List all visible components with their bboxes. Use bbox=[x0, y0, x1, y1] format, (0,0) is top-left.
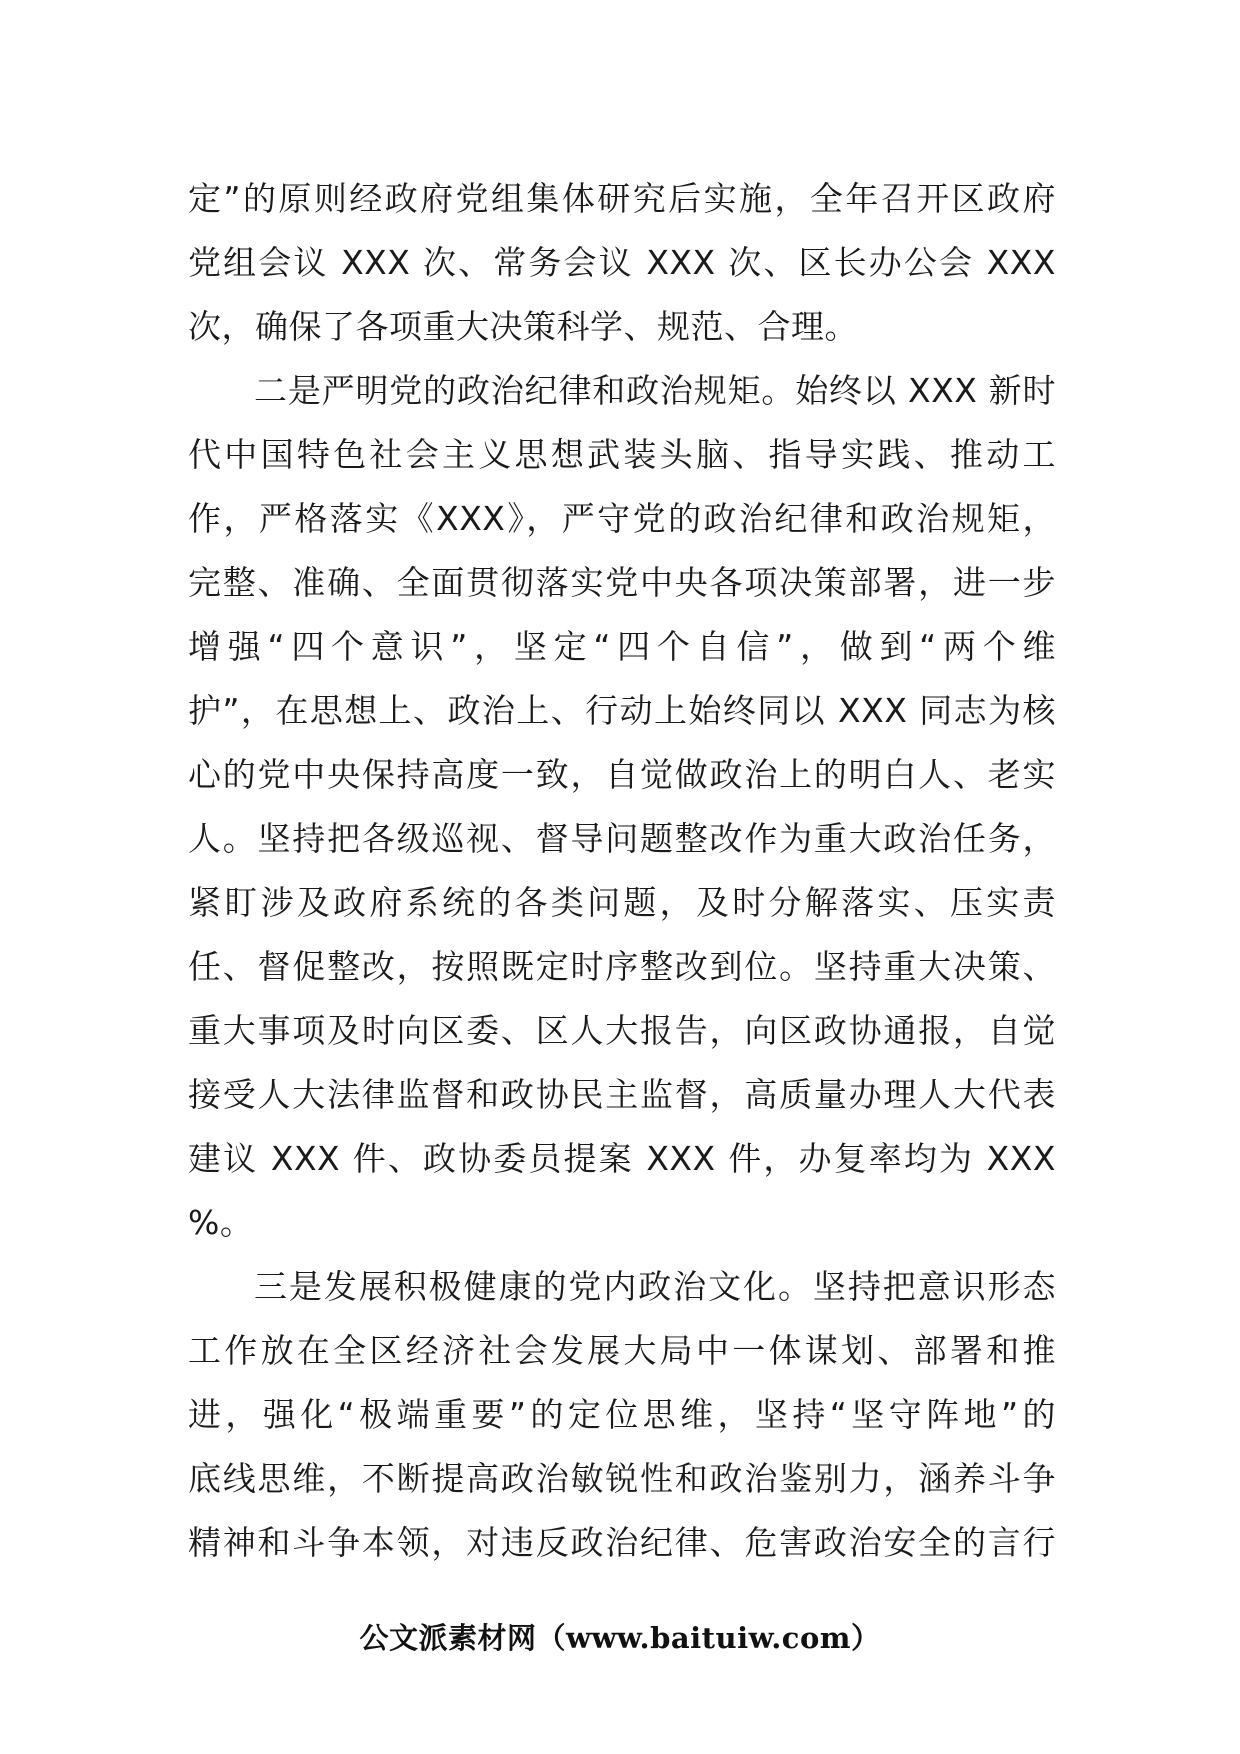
text-line: 增强“四个意识”，坚定“四个自信”，做到“两个维 bbox=[188, 627, 1056, 666]
text-line: 党组会议 XXX 次、常务会议 XXX 次、区长办公会 XXX bbox=[188, 243, 1056, 282]
text-line: 进，强化“极端重要”的定位思维，坚持“坚守阵地”的 bbox=[188, 1395, 1056, 1434]
text-line: 完整、准确、全面贯彻落实党中央各项决策部署，进一步 bbox=[188, 563, 1056, 602]
text-line: 底线思维，不断提高政治敏锐性和政治鉴别力，涵养斗争 bbox=[188, 1459, 1056, 1498]
text-line: 三是发展积极健康的党内政治文化。坚持把意识形态 bbox=[254, 1267, 1056, 1306]
footer-watermark: 公文派素材网（www.baituiw.com） bbox=[359, 1621, 881, 1655]
text-line: 心的党中央保持高度一致，自觉做政治上的明白人、老实 bbox=[188, 755, 1056, 794]
text-line: 人。坚持把各级巡视、督导问题整改作为重大政治任务， bbox=[188, 819, 1056, 858]
text-line: 建议 XXX 件、政协委员提案 XXX 件，办复率均为 XXX bbox=[188, 1139, 1056, 1178]
text-line: 任、督促整改，按照既定时序整改到位。坚持重大决策、 bbox=[188, 947, 1056, 986]
text-line: 二是严明党的政治纪律和政治规矩。始终以 XXX 新时 bbox=[254, 371, 1056, 410]
text-line: 紧盯涉及政府系统的各类问题，及时分解落实、压实责 bbox=[188, 883, 1056, 922]
text-line: 定”的原则经政府党组集体研究后实施，全年召开区政府 bbox=[188, 179, 1056, 218]
text-line: 代中国特色社会主义思想武装头脑、指导实践、推动工 bbox=[188, 435, 1056, 474]
text-line: 精神和斗争本领，对违反政治纪律、危害政治安全的言行 bbox=[188, 1523, 1056, 1562]
document-body bbox=[188, 167, 1056, 1575]
text-line: 工作放在全区经济社会发展大局中一体谋划、部署和推 bbox=[188, 1331, 1056, 1370]
text-line: %。 bbox=[188, 1203, 254, 1242]
text-line: 作，严格落实《XXX》，严守党的政治纪律和政治规矩， bbox=[188, 499, 1056, 538]
text-line: 次，确保了各项重大决策科学、规范、合理。 bbox=[188, 307, 858, 346]
text-line: 重大事项及时向区委、区人大报告，向区政协通报，自觉 bbox=[188, 1011, 1056, 1050]
text-line: 护”，在思想上、政治上、行动上始终同以 XXX 同志为核 bbox=[188, 691, 1056, 730]
text-line: 接受人大法律监督和政协民主监督，高质量办理人大代表 bbox=[188, 1075, 1056, 1114]
